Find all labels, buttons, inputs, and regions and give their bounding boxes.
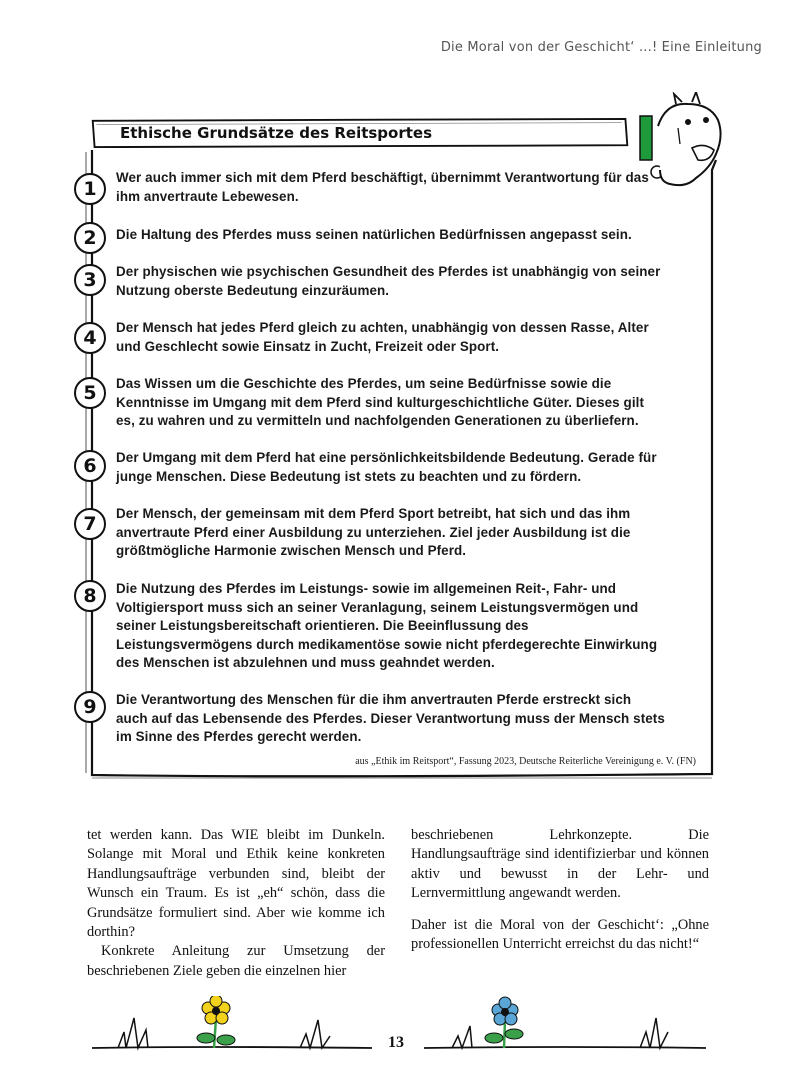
item-text: Wer auch immer sich mit dem Pferd beschäftigt, übernimmt Verantwortung für das ihm anvertraute Lebewesen.: [116, 170, 649, 204]
item-number: 8: [74, 580, 106, 612]
paragraph: Daher ist die Moral von der Geschicht‘: „Ohne professionellen Unterricht erreichst du das nicht!“: [411, 916, 709, 953]
item-number: 5: [74, 377, 106, 409]
item-text: Das Wissen um die Geschichte des Pferdes, um seine Bedürfnisse sowie die Kenntnisse im Umgang mit dem Pferd sind kulturgeschichtliche Güter. Dieses gilt es, zu wahren und zu vermitteln und nachfolgenden Generationen zu überliefern.: [116, 376, 645, 429]
running-head: Die Moral von der Geschicht‘ ...! Eine Einleitung: [440, 40, 762, 55]
right-column: [411, 826, 709, 954]
item-text: Der Mensch, der gemeinsam mit dem Pferd Sport betreibt, hat sich und das ihm anvertraute Pferd einer Ausbildung zu unterziehen. Ziel jeder Ausbildung ist die größtmögliche Harmonie zwischen Mensch und Pferd.: [116, 506, 631, 559]
item-number: 9: [74, 691, 106, 723]
item-number: 2: [74, 222, 106, 254]
item-text: Die Verantwortung des Menschen für die ihm anvertrauten Pferde erstreckt sich auch auf das Lebensende des Pferdes. Dieser Verantwortung muss der Mensch stets im Sinne des Pferdes gerecht werden.: [116, 692, 665, 745]
item-number: 6: [74, 450, 106, 482]
item-text: Der Umgang mit dem Pferd hat eine persönlichkeitsbildende Bedeutung. Gerade für junge Menschen. Diese Bedeutung ist stets zu beachten und zu fördern.: [116, 450, 657, 484]
paragraph: tet werden kann. Das WIE bleibt im Dunkeln. Solange mit Moral und Ethik keine konkreten Handlungsaufträge verbunden sind, bleibt der Wunsch ein Traum. Es ist „eh“ schön, dass die Grundsätze formuliert sind. Aber wie komme ich dorthin?: [87, 827, 385, 941]
item-number: 4: [74, 322, 106, 354]
paragraph: Konkrete Anleitung zur Umsetzung der beschriebenen Ziele geben die einzelnen hier: [87, 943, 385, 979]
item-number: 1: [74, 173, 106, 205]
item-number: 3: [74, 264, 106, 296]
page-number: 13: [388, 1034, 404, 1051]
item-text: Der Mensch hat jedes Pferd gleich zu achten, unabhängig von dessen Rasse, Alter und Geschlecht sowie Einsatz in Zucht, Freizeit oder Sport.: [116, 320, 649, 354]
left-column: [87, 826, 385, 981]
item-text: Die Nutzung des Pferdes im Leistungs- sowie im allgemeinen Reit-, Fahr- und Voltigiersport muss sich an seiner Veranlagung, seinem Leistungsvermögen und seiner Leistungsbereitschaft orientieren. Die Beeinflussung des Leistungsvermögens durch medikamentöse sowie nicht pferdegerechte Einwirkung des Menschen ist abzulehnen und muss geahndet werden.: [116, 581, 658, 671]
item-number: 7: [74, 508, 106, 540]
item-text: Die Haltung des Pferdes muss seinen natürlichen Bedürfnissen angepasst sein.: [116, 227, 632, 242]
item-text: Der physischen wie psychischen Gesundheit des Pferdes ist unabhängig von seiner Nutzung oberste Bedeutung einzuräumen.: [116, 264, 661, 298]
box-title: Ethische Grundsätze des Reitsportes: [120, 124, 433, 142]
paragraph: beschriebenen Lehrkonzepte. Die Handlungsaufträge sind identifizierbar und können aktiv und bewusst in der Lehr- und Lernvermittlung angewandt werden.: [411, 827, 709, 902]
source-citation: aus „Ethik im Reitsport“, Fassung 2023, Deutsche Reiterliche Vereinigung e. V. (FN): [355, 756, 696, 767]
grass-footer-illustration: [0, 996, 796, 1066]
